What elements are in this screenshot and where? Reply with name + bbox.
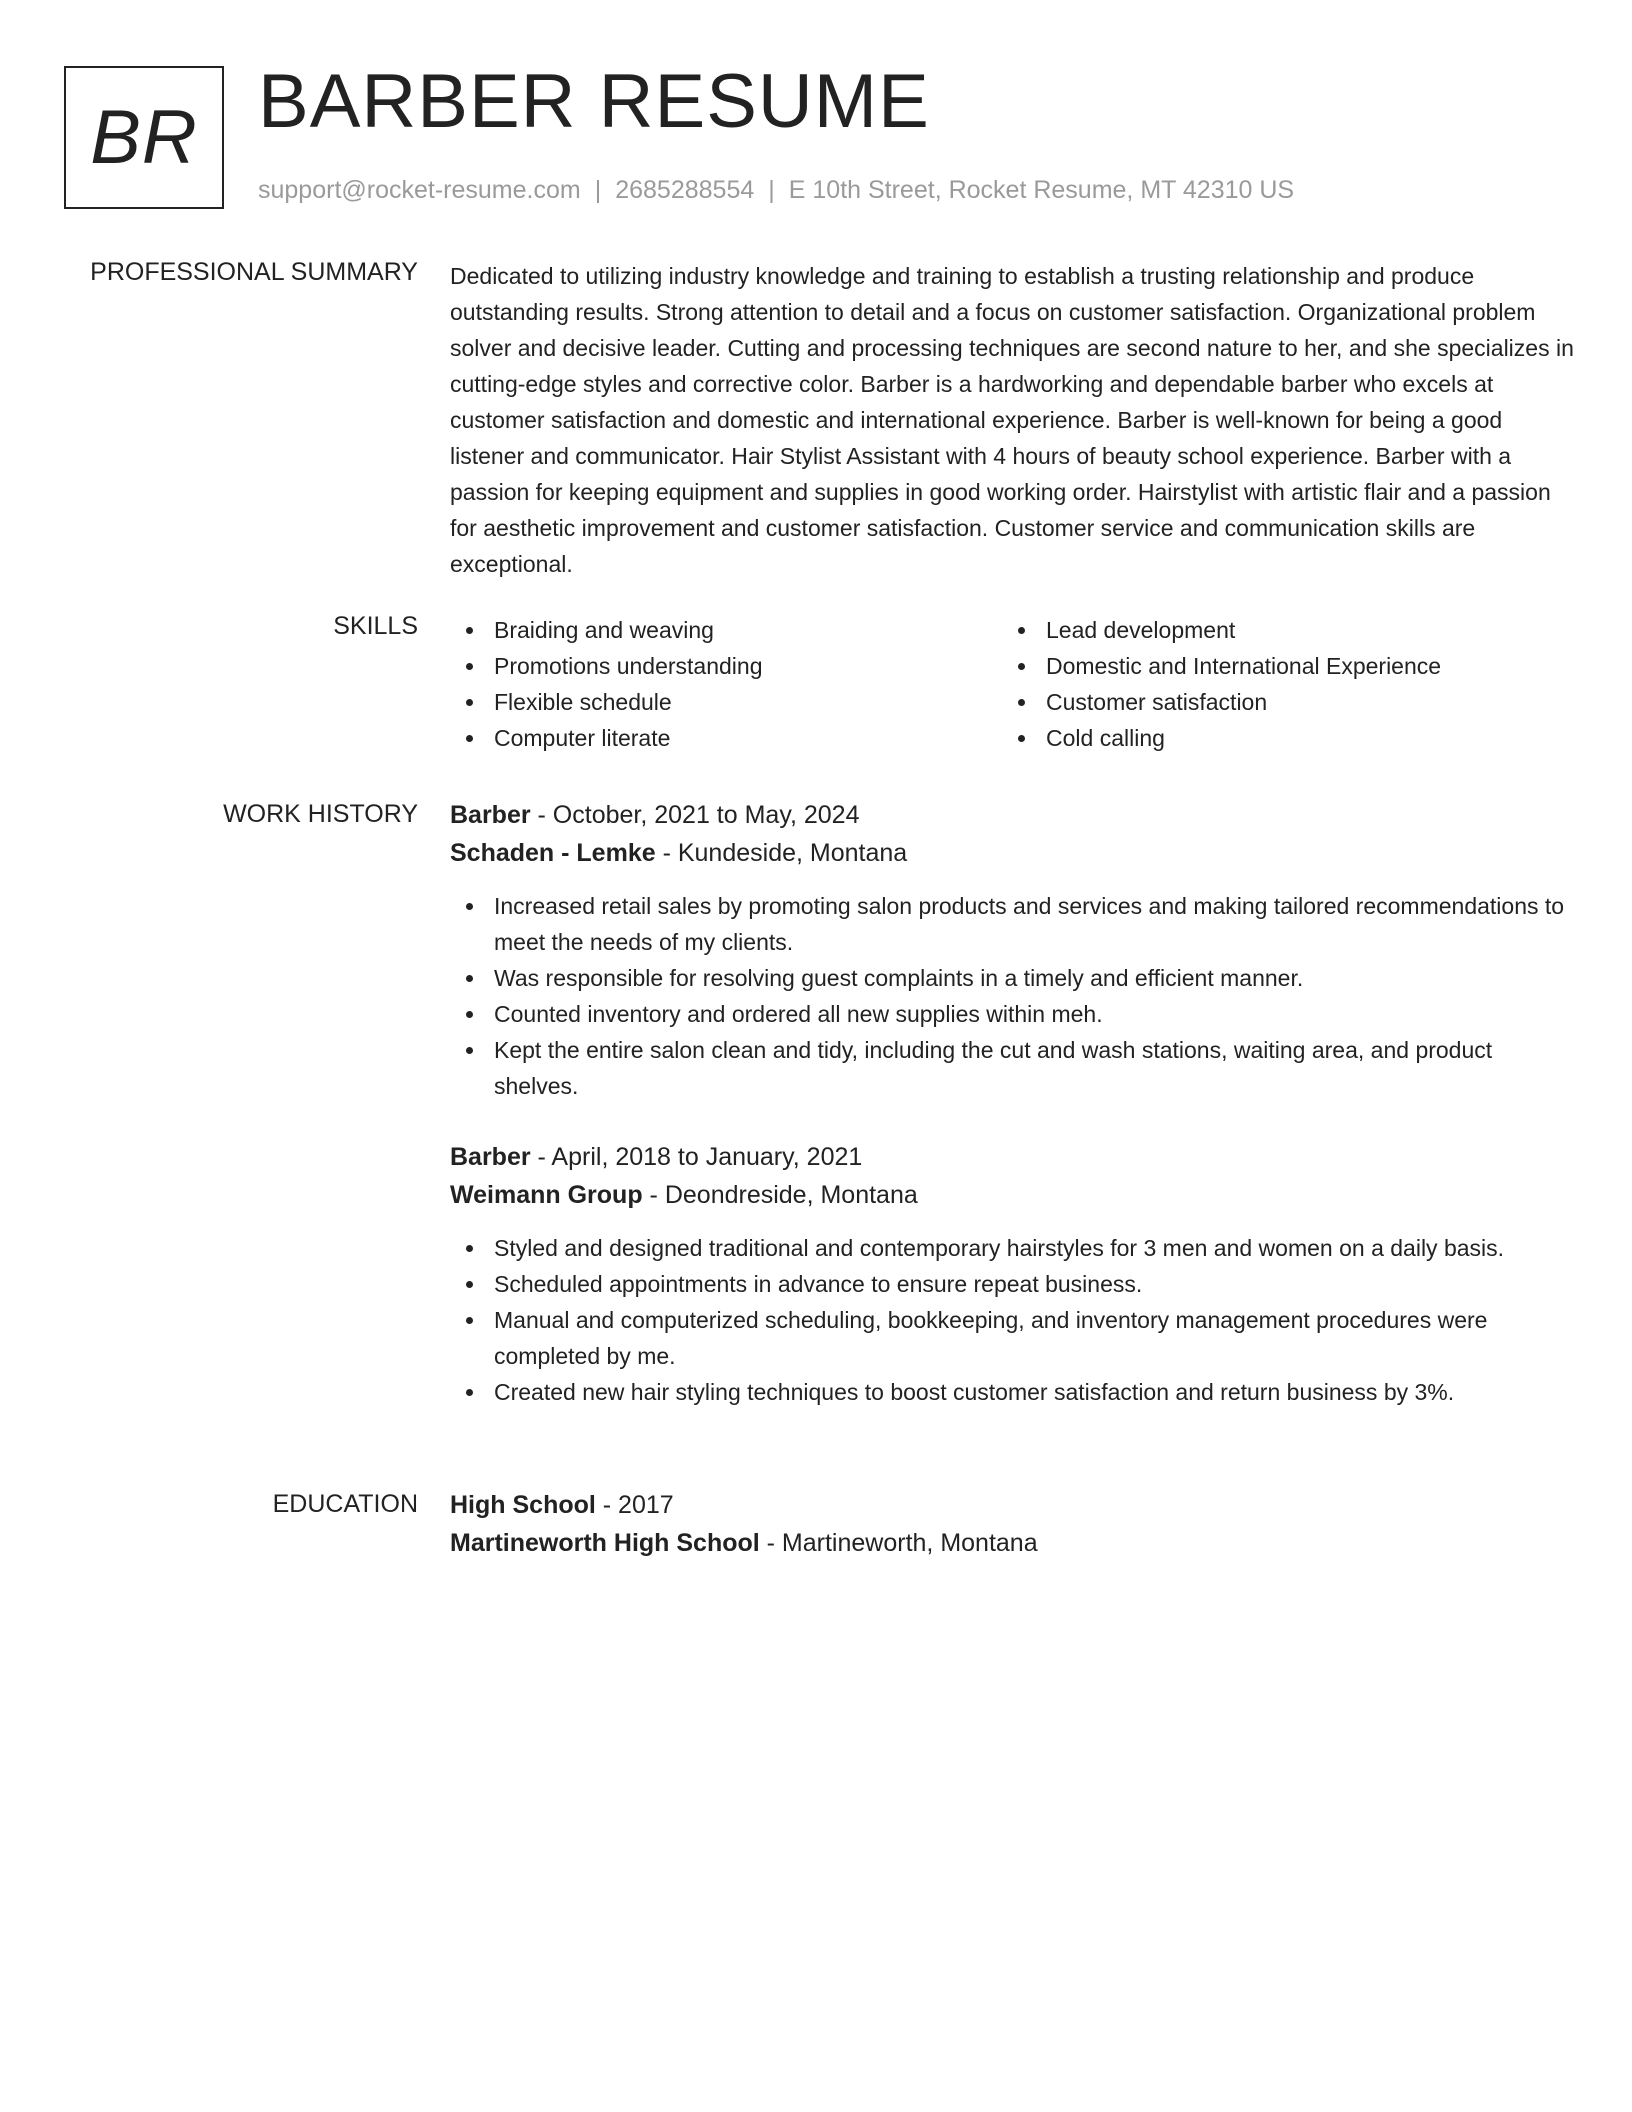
skill-item: Computer literate xyxy=(450,720,1002,756)
skill-item: Promotions understanding xyxy=(450,648,1002,684)
summary-label: PROFESSIONAL SUMMARY xyxy=(90,258,418,286)
contact-line xyxy=(258,176,1294,205)
job-title-line xyxy=(450,1138,1574,1176)
monogram-box xyxy=(64,66,224,209)
skill-item: Lead development xyxy=(1002,612,1554,648)
education-label: EDUCATION xyxy=(272,1490,418,1518)
skills-label: SKILLS xyxy=(333,612,418,640)
job-bullet: Created new hair styling techniques to boost customer satisfaction and return business by 3%. xyxy=(450,1374,1574,1410)
contact-separator: | xyxy=(768,176,775,204)
job-entry xyxy=(450,1138,1574,1410)
education-degree-line xyxy=(450,1486,1574,1524)
job-bullets xyxy=(450,888,1574,1104)
contact-email: support@rocket-resume.com xyxy=(258,176,581,204)
education-school: Martineworth High School xyxy=(450,1529,760,1557)
job-dates: - October, 2021 to May, 2024 xyxy=(530,801,860,829)
job-dates: - April, 2018 to January, 2021 xyxy=(530,1143,863,1171)
summary-body xyxy=(450,258,1574,582)
skill-item: Braiding and weaving xyxy=(450,612,1002,648)
skill-item: Cold calling xyxy=(1002,720,1554,756)
work-history-label: WORK HISTORY xyxy=(223,800,418,828)
job-bullets xyxy=(450,1230,1574,1410)
resume-name: BARBER RESUME xyxy=(258,59,930,144)
job-bullet: Kept the entire salon clean and tidy, including the cut and wash stations, waiting area, and product shelves. xyxy=(450,1032,1574,1104)
job-bullet: Styled and designed traditional and contemporary hairstyles for 3 men and women on a daily basis. xyxy=(450,1230,1574,1266)
education-body xyxy=(450,1486,1574,1562)
education-school-line xyxy=(450,1524,1574,1562)
summary-text: Dedicated to utilizing industry knowledge and training to establish a trusting relationship and produce outstanding results. Strong attention to detail and a focus on customer satisfaction. Organizational problem solver and decisive leader. Cutting and processing techniques are second nature to her, and she specializes in cutting-edge styles and corrective color. Barber is a hardworking and dependable barber who excels at customer satisfaction and domestic and international experience. Barber is well-known for being a good listener and communicator. Hair Stylist Assistant with 4 hours of beauty school experience. Barber with a passion for keeping equipment and supplies in good working order. Hairstylist with artistic flair and a passion for aesthetic improvement and customer satisfaction. Customer service and communication skills are exceptional. xyxy=(450,263,1574,577)
job-bullet: Manual and computerized scheduling, bookkeeping, and inventory management procedures were completed by me. xyxy=(450,1302,1574,1374)
education-year: - 2017 xyxy=(595,1491,674,1519)
education-location: - Martineworth, Montana xyxy=(759,1529,1038,1557)
job-bullet: Increased retail sales by promoting salon products and services and making tailored recommendations to meet the needs of my clients. xyxy=(450,888,1574,960)
employer-line xyxy=(450,1176,1574,1214)
skills-list-left xyxy=(450,612,1002,756)
monogram-initials: BR xyxy=(90,95,198,180)
job-title: Barber xyxy=(450,801,531,829)
skills-body xyxy=(450,612,1574,756)
contact-address: E 10th Street, Rocket Resume, MT 42310 US xyxy=(788,176,1295,204)
skill-item: Customer satisfaction xyxy=(1002,684,1554,720)
employer-name: Schaden - Lemke xyxy=(450,839,656,867)
work-history-body xyxy=(450,796,1574,1410)
job-title: Barber xyxy=(450,1143,531,1171)
contact-separator: | xyxy=(594,176,602,204)
employer-line xyxy=(450,834,1574,872)
job-bullet: Was responsible for resolving guest complaints in a timely and efficient manner. xyxy=(450,960,1574,996)
skills-columns xyxy=(450,612,1574,756)
job-title-line xyxy=(450,796,1574,834)
employer-location: - Kundeside, Montana xyxy=(655,839,908,867)
contact-phone: 2685288554 xyxy=(615,176,755,204)
skill-item: Flexible schedule xyxy=(450,684,1002,720)
job-bullet: Counted inventory and ordered all new supplies within meh. xyxy=(450,996,1574,1032)
job-entry xyxy=(450,796,1574,1104)
education-degree: High School xyxy=(450,1491,596,1519)
skills-list-right xyxy=(1002,612,1554,756)
job-bullet: Scheduled appointments in advance to ensure repeat business. xyxy=(450,1266,1574,1302)
employer-location: - Deondreside, Montana xyxy=(642,1181,918,1209)
employer-name: Weimann Group xyxy=(450,1181,643,1209)
skill-item: Domestic and International Experience xyxy=(1002,648,1554,684)
